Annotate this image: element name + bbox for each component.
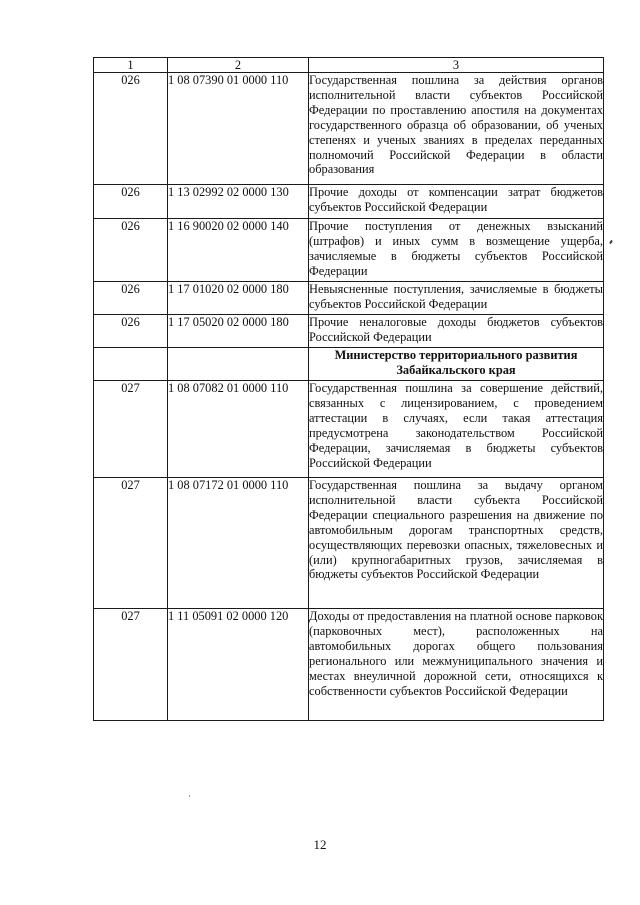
column-1-header: 1	[94, 58, 168, 73]
administrator-code: 026	[94, 282, 168, 315]
table-row	[94, 282, 604, 315]
administrator-code: 026	[94, 315, 168, 348]
revenue-description: Государственная пошлина за действия органов исполнительной власти субъектов Российской Федерации по проставлению апостиля на документах государственного образца об образовании, об ученых степенях и ученых званиях в пределах переданных полномочий Российской Федерации в области образования	[309, 73, 604, 185]
administrator-code: 026	[94, 185, 168, 219]
administrator-code: 027	[94, 609, 168, 721]
administrator-code: 026	[94, 73, 168, 185]
revenue-description: Государственная пошлина за выдачу органом исполнительной власти субъекта Российской Федерации специального разрешения на движение по автомобильным дорогам транспортных средств, осуществляющих перевозки опасных, тяжеловесных и (или) крупногабаритных грузов, зачисляемая в бюджеты субъектов Российской Федерации	[309, 478, 604, 609]
revenue-codes-table	[93, 57, 604, 721]
budget-classification-code: 1 17 01020 02 0000 180	[168, 282, 309, 315]
budget-classification-code: 1 17 05020 02 0000 180	[168, 315, 309, 348]
revenue-description: Невыясненные поступления, зачисляемые в бюджеты субъектов Российской Федерации	[309, 282, 604, 315]
table-row	[94, 73, 604, 185]
budget-classification-code: 1 11 05091 02 0000 120	[168, 609, 309, 721]
budget-classification-code: 1 08 07082 01 0000 110	[168, 381, 309, 478]
administrator-code: 026	[94, 219, 168, 282]
table-row	[94, 315, 604, 348]
administrator-code	[94, 348, 168, 381]
budget-classification-code: 1 08 07172 01 0000 110	[168, 478, 309, 609]
column-3-header: 3	[309, 58, 604, 73]
budget-classification-code: 1 08 07390 01 0000 110	[168, 73, 309, 185]
section-header-row	[94, 348, 604, 381]
table-row	[94, 219, 604, 282]
column-2-header: 2	[168, 58, 309, 73]
budget-classification-code	[168, 348, 309, 381]
revenue-description: Государственная пошлина за совершение действий, связанных с лицензированием, с проведением аттестации в случаях, если такая аттестация предусмотрена законодательством Российской Федерации, зачисляемая в бюджеты субъектов Российской Федерации	[309, 381, 604, 478]
table-row	[94, 609, 604, 721]
table-row	[94, 185, 604, 219]
budget-classification-code: 1 16 90020 02 0000 140	[168, 219, 309, 282]
scan-speck	[609, 240, 613, 244]
table-row	[94, 381, 604, 478]
administrator-code: 027	[94, 381, 168, 478]
revenue-description: Прочие доходы от компенсации затрат бюджетов субъектов Российской Федерации	[309, 185, 604, 219]
table-header-row	[94, 58, 604, 73]
revenue-description: Прочие поступления от денежных взысканий (штрафов) и иных сумм в возмещение ущерба, зачисляемые в бюджеты субъектов Российской Федерации	[309, 219, 604, 282]
page-number: 12	[313, 837, 327, 852]
revenue-description: Прочие неналоговые доходы бюджетов субъектов Российской Федерации	[309, 315, 604, 348]
scan-speck	[189, 795, 190, 797]
table-row	[94, 478, 604, 609]
ministry-section-title: Министерство территориального развития Забайкальского края	[309, 348, 604, 381]
budget-classification-code: 1 13 02992 02 0000 130	[168, 185, 309, 219]
revenue-description: Доходы от предоставления на платной основе парковок (парковочных мест), расположенных на автомобильных дорогах общего пользования регионального или межмуниципального значения и местах внеуличной дорожной сети, относящихся к собственности субъектов Российской Федерации	[309, 609, 604, 721]
administrator-code: 027	[94, 478, 168, 609]
